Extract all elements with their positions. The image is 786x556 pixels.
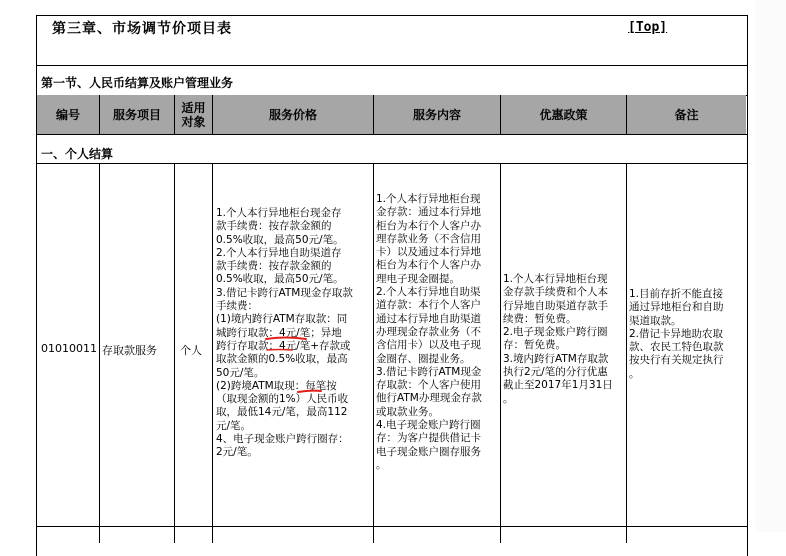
header-target: 适用 对象 <box>181 100 206 129</box>
row-note: 1.目前存折不能直接 通过异地柜台和自助 渠道取款。 2.借记卡异地助农取 款、农民工特色取款 按央行有关规定执行 。 <box>629 288 724 380</box>
header-policy: 优惠政策 <box>539 107 588 122</box>
column-divider <box>174 163 175 543</box>
row-price: 1.个人本行异地柜台现金存 款手续费：按存款金额的 0.5%收取，最高50元/笔。 2.个人本行异地自助渠道存 款手续费：按存款金额的 0.5%收取，最高50元/笔。 3.借记卡跨行ATM现金存取款 手续费： (1)境内跨行ATM存取款：同 城跨行取款：4元/笔；异地 跨行存取款：4元/笔+存款或 取款金额的0.5%收取，最高 50元/笔。 (2)跨境ATM取现：每笔按 （取现金额的1%）人民币收 取，最低14元/笔，最高112 元/笔。 4、电子现金账户跨行圈存： 2元/笔。 <box>216 207 353 459</box>
header-note: 备注 <box>674 107 699 122</box>
divider <box>36 526 747 527</box>
section-title: 第一节、人民币结算及账户管理业务 <box>41 76 234 90</box>
header-price: 服务价格 <box>268 107 317 122</box>
column-divider <box>500 163 501 543</box>
row-service-item: 存取款服务 <box>102 344 157 357</box>
header-content: 服务内容 <box>412 107 461 122</box>
divider <box>36 65 747 66</box>
page-margin <box>755 0 786 532</box>
subsection-title: 一、个人结算 <box>41 147 114 161</box>
row-code: 01010011 <box>41 342 97 355</box>
column-divider <box>99 163 100 543</box>
row-target: 个人 <box>180 344 202 357</box>
top-link[interactable]: [Top] <box>628 20 668 35</box>
header-code: 编号 <box>55 107 80 122</box>
page-title: 第三章、市场调节价项目表 <box>52 21 232 37</box>
row-policy: 1.个人本行异地柜台现 金存款手续费和个人本 行异地自助渠道存款手 续费：暂免费。 2.电子现金账户跨行圈 存：暂免费。 3.境内跨行ATM存取款 执行2元/笔的分行优惠 截止至2017年1月31日 。 <box>503 273 613 405</box>
divider <box>36 163 747 164</box>
divider <box>36 134 747 135</box>
column-divider <box>626 163 627 543</box>
column-divider <box>212 163 213 543</box>
row-content: 1.个人本行异地柜台现 金存款：通过本行异地 柜台为本行个人客户办 理存款业务（不含信用 卡）以及通过本行异地 柜台为本行个人客户办 理电子现金圈提。 2.个人本行异地自助渠 道存款：本行个人客户 通过本行异地自助渠道 办理现金存款业务（不 含信用卡）以及电子现 金圈存、圈提业务。 3.借记卡跨行ATM现金 存取款：个人客户使用 他行ATM办理现金存款 或取款业务。 4.电子现金账户跨行圈 存：为客户提供借记卡 电子现金账户圈存服务 。 <box>376 193 482 471</box>
header-service-item: 服务项目 <box>112 107 161 122</box>
column-divider <box>373 163 374 543</box>
